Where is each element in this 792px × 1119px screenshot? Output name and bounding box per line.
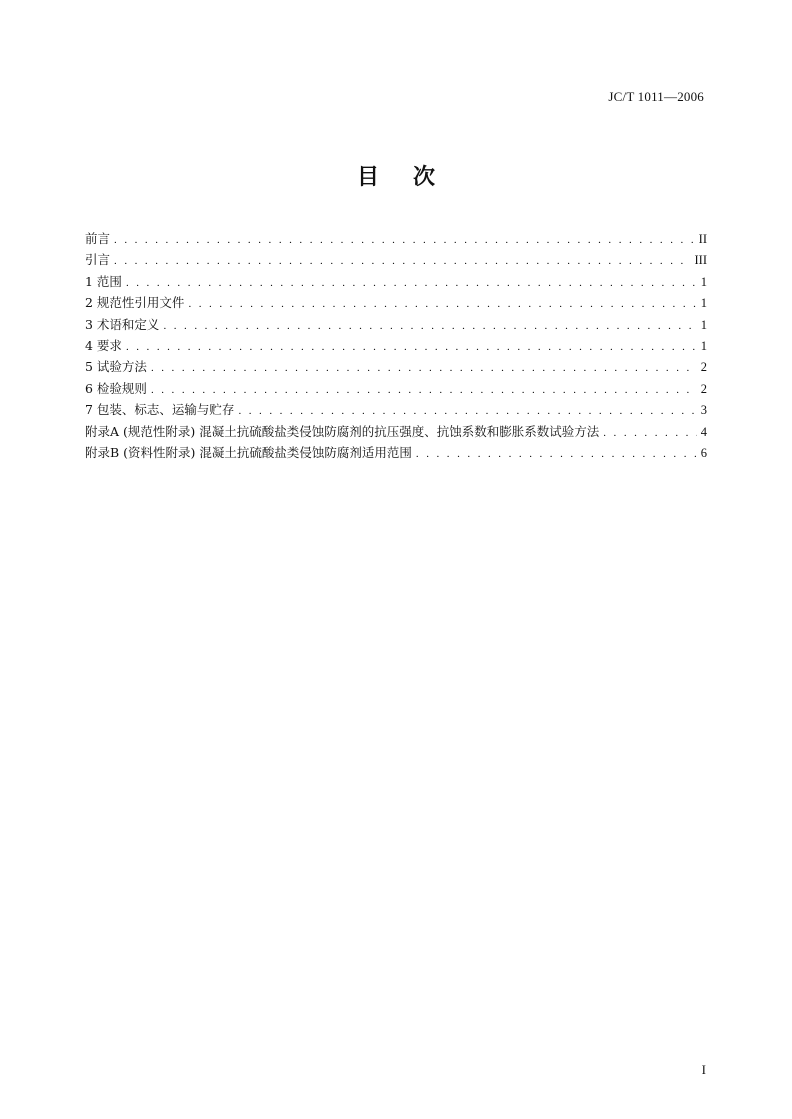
toc-leader-dots <box>126 341 697 353</box>
toc-leader-dots <box>114 255 690 267</box>
toc-entry-introduction[interactable] <box>85 250 707 271</box>
toc-entry-page: 2 <box>700 381 707 396</box>
toc-entry-label: 5 试验方法 <box>85 359 147 375</box>
toc-leader-dots <box>188 298 696 310</box>
toc-entry-page: III <box>694 253 707 268</box>
toc-leader-dots <box>603 427 697 439</box>
toc-leader-dots <box>126 277 697 289</box>
toc-entry-annex-a[interactable] <box>85 422 707 443</box>
toc-entry-label: 4 要求 <box>85 337 122 353</box>
page-number: I <box>701 1062 706 1077</box>
toc-entry-scope[interactable] <box>85 272 707 293</box>
toc-entry-requirements[interactable] <box>85 336 707 357</box>
toc-entry-label: 3 术语和定义 <box>85 316 160 332</box>
toc-entry-page: 1 <box>700 274 707 289</box>
toc-leader-dots <box>114 234 695 246</box>
toc-entry-label: 附录A (规范性附录) 混凝土抗硫酸盐类侵蚀防腐剂的抗压强度、抗蚀系数和膨胀系数试验方法 <box>85 423 600 439</box>
toc-entry-inspection-rules[interactable] <box>85 379 707 400</box>
toc-entry-foreword[interactable] <box>85 229 707 250</box>
toc-leader-dots <box>163 320 696 332</box>
toc-entry-label: 前言 <box>85 231 111 246</box>
toc-entry-label: 7 包装、标志、运输与贮存 <box>85 402 235 418</box>
toc-entry-label: 2 规范性引用文件 <box>85 295 185 311</box>
toc-entry-normative-references[interactable] <box>85 293 707 314</box>
toc-leader-dots <box>238 405 696 417</box>
toc-entry-page: 1 <box>700 338 707 353</box>
toc-entry-terms-definitions[interactable] <box>85 315 707 336</box>
toc-entry-page: 4 <box>700 424 707 439</box>
toc-entry-page: 6 <box>700 445 707 460</box>
table-of-contents <box>85 229 707 464</box>
toc-entry-label: 1 范围 <box>85 273 122 289</box>
toc-entry-page: 1 <box>700 317 707 332</box>
toc-entry-label: 附录B (资料性附录) 混凝土抗硫酸盐类侵蚀防腐剂适用范围 <box>85 444 412 460</box>
toc-entry-page: 3 <box>700 403 707 418</box>
toc-entry-packaging-marking[interactable] <box>85 400 707 421</box>
toc-entry-page: 2 <box>700 360 707 375</box>
toc-leader-dots <box>151 362 697 374</box>
toc-entry-label: 6 检验规则 <box>85 380 147 396</box>
toc-leader-dots <box>416 448 697 460</box>
toc-entry-page: 1 <box>700 296 707 311</box>
toc-entry-annex-b[interactable] <box>85 443 707 464</box>
document-code: JC/T 1011—2006 <box>608 89 704 104</box>
toc-entry-label: 引言 <box>85 252 111 268</box>
page-title: 目次 <box>356 165 469 190</box>
toc-leader-dots <box>151 384 697 396</box>
toc-entry-page: II <box>698 232 707 246</box>
toc-entry-test-methods[interactable] <box>85 357 707 378</box>
